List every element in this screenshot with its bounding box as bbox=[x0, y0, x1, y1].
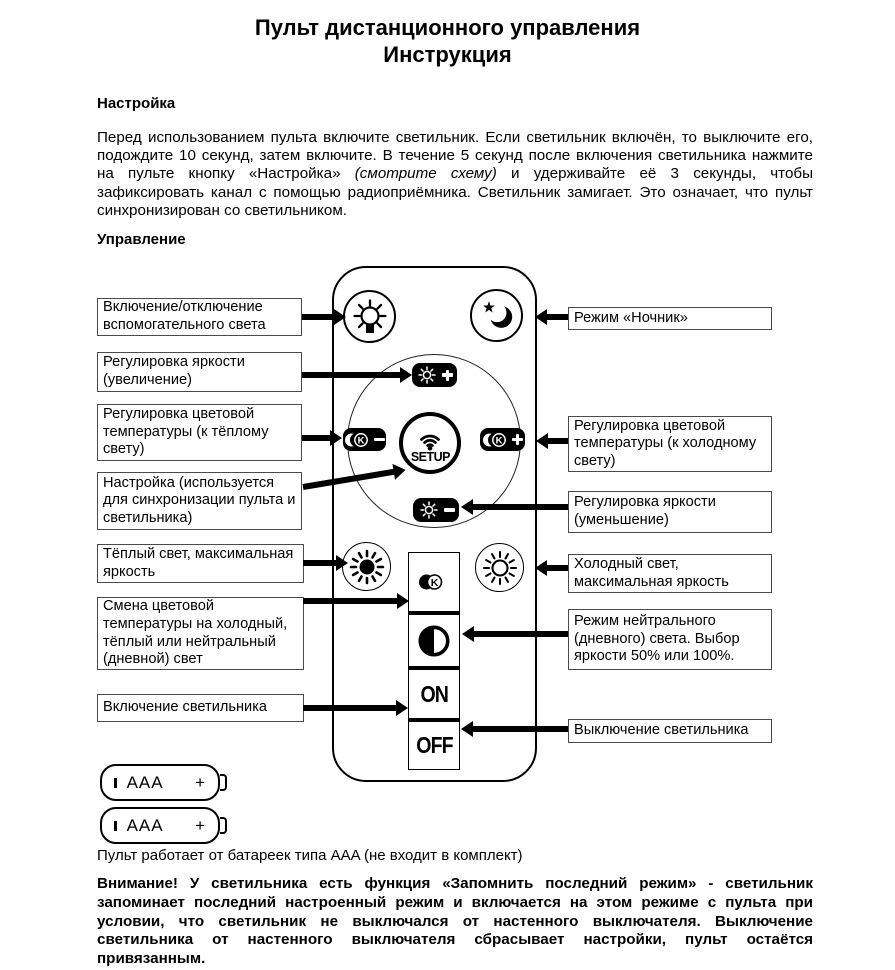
arrow-neutral-mode bbox=[462, 626, 568, 642]
cold-max-button bbox=[475, 543, 524, 592]
warm-max-button bbox=[342, 542, 391, 591]
battery-minus-terminal-mark bbox=[114, 821, 117, 831]
callout-box-neutral-mode bbox=[568, 609, 772, 670]
svg-text:K: K bbox=[357, 435, 365, 447]
battery-type-label: AAA bbox=[126, 815, 164, 835]
callout-label: Регулировка яркости (уменьшение) bbox=[574, 494, 716, 528]
setup-button-label: SETUP bbox=[410, 448, 450, 464]
minus-icon bbox=[374, 438, 385, 441]
aux-light-button bbox=[343, 290, 396, 343]
moon-k-icon bbox=[344, 429, 370, 451]
battery-type-label: AAA bbox=[126, 772, 164, 792]
arrow-brightness-up bbox=[302, 367, 412, 383]
setup-paragraph bbox=[97, 129, 813, 220]
callout-box-cold-max bbox=[568, 554, 772, 593]
callout-box-brightness-down bbox=[568, 491, 772, 533]
arrow-brightness-down bbox=[461, 499, 568, 515]
on-cell bbox=[409, 666, 459, 718]
battery-minus-terminal-mark bbox=[114, 778, 117, 788]
callout-box-aux-light bbox=[97, 298, 302, 336]
on-label: ON bbox=[420, 680, 448, 707]
callout-box-temp-warm bbox=[97, 404, 302, 461]
arrow-temp-toggle bbox=[303, 593, 409, 609]
battery-note: Пульт работает от батареек типа AAA (не входит в комплект) bbox=[97, 847, 523, 864]
moon-k-icon bbox=[417, 571, 451, 593]
brightness-up-button bbox=[412, 363, 457, 387]
svg-text:K: K bbox=[495, 435, 503, 447]
control-heading: Управление bbox=[97, 231, 186, 248]
sun-icon bbox=[418, 499, 440, 521]
minus-icon bbox=[444, 508, 455, 511]
arrow-off bbox=[461, 721, 568, 737]
setup-button bbox=[399, 412, 461, 474]
battery-plus-terminal-mark: + bbox=[195, 815, 205, 835]
warning-paragraph: Внимание! У светильника есть функция «Запомнить последний режим» - светильник запоминает последний настроенный режим и включается на этом режиме с пульта при условии, что светильник не выключался от настенного выключателя. Выключение светильника от настенного выключателя сбрасывает настройки, пульт остаётся привязанным. bbox=[97, 875, 813, 968]
outline-sun-icon bbox=[478, 546, 522, 590]
callout-box-night-mode bbox=[568, 307, 772, 330]
star-moon-icon bbox=[478, 297, 516, 335]
setup-text-part1: Перед использованием пульта включите светильник. Если светильник включён, то выключите его, подождите 10 секунд, затем включите. В течение 5 секунд после включения светильника нажмите на пульте кнопку «Настройка» bbox=[97, 129, 813, 183]
wifi-icon bbox=[412, 423, 448, 451]
callout-label: Настройка (используется для синхронизации пульта и светильника) bbox=[103, 474, 296, 526]
callout-box-brightness-up bbox=[97, 352, 302, 392]
callout-box-off bbox=[568, 719, 772, 743]
callout-label: Тёплый свет, максимальная яркость bbox=[103, 545, 294, 580]
arrow-night-mode bbox=[535, 309, 568, 325]
off-cell bbox=[409, 718, 459, 769]
filled-sun-icon bbox=[345, 545, 389, 589]
callout-box-temp-cold bbox=[568, 416, 772, 472]
page-title bbox=[0, 14, 895, 68]
sun-icon bbox=[416, 364, 438, 386]
battery-icon bbox=[100, 764, 220, 801]
callout-label: Регулировка цветовой температуры (к холодному свету) bbox=[574, 417, 757, 469]
plus-icon bbox=[512, 434, 523, 445]
night-mode-button bbox=[470, 289, 523, 342]
callout-label: Режим нейтрального (дневного) света. Выбор яркости 50% или 100%. bbox=[574, 613, 740, 665]
temp-cold-button bbox=[480, 428, 525, 451]
off-label: OFF bbox=[415, 732, 453, 758]
moon-k-icon bbox=[482, 429, 508, 451]
callout-box-warm-max bbox=[97, 544, 304, 583]
callout-box-temp-toggle bbox=[97, 597, 304, 670]
neutral-mode-cell bbox=[409, 611, 459, 666]
callout-label: Режим «Ночник» bbox=[574, 309, 688, 326]
arrow-warm-max bbox=[303, 555, 348, 571]
arrow-temp-warm bbox=[302, 430, 342, 446]
callout-label: Включение светильника bbox=[103, 699, 268, 716]
arrow-temp-cold bbox=[536, 433, 568, 449]
title-line-2: Инструкция bbox=[383, 42, 512, 67]
callout-label: Регулировка яркости (увеличение) bbox=[103, 354, 245, 388]
callout-box-on bbox=[97, 694, 304, 722]
battery-plus-terminal-mark: + bbox=[195, 772, 205, 792]
callout-label: Включение/отключение вспомогательного света bbox=[103, 299, 266, 333]
battery-icon bbox=[100, 807, 220, 844]
arrow-on bbox=[303, 700, 408, 716]
temp-warm-button bbox=[343, 428, 386, 451]
svg-text:K: K bbox=[430, 577, 439, 589]
half-circle-icon bbox=[415, 622, 453, 660]
callout-label: Регулировка цветовой температуры (к тёплому свету) bbox=[103, 406, 269, 458]
callout-label: Выключение светильника bbox=[574, 722, 749, 739]
setup-heading: Настройка bbox=[97, 95, 176, 112]
callout-label: Холодный свет, максимальная яркость bbox=[574, 555, 729, 590]
setup-text-italic: (смотрите схему) bbox=[354, 165, 497, 183]
plus-icon bbox=[442, 370, 453, 381]
arrow-aux-light bbox=[302, 309, 346, 325]
callout-label: Смена цветовой температуры на холодный, тёплый или нейтральный (дневной) свет bbox=[103, 598, 288, 668]
mode-strip bbox=[408, 552, 460, 770]
light-bulb-icon bbox=[350, 299, 390, 335]
callout-box-setup bbox=[97, 472, 302, 530]
brightness-down-button bbox=[413, 498, 459, 522]
title-line-1: Пульт дистанционного управления bbox=[254, 15, 641, 40]
arrow-cold-max bbox=[535, 560, 568, 576]
temp-toggle-cell bbox=[409, 553, 459, 611]
setup-text-part2: и удерживайте её 3 секунды, чтобы зафиксировать канал с помощью радиоприёмника. Светильник замигает. Это означает, что пульт синхронизирован со светильником. bbox=[97, 165, 813, 219]
